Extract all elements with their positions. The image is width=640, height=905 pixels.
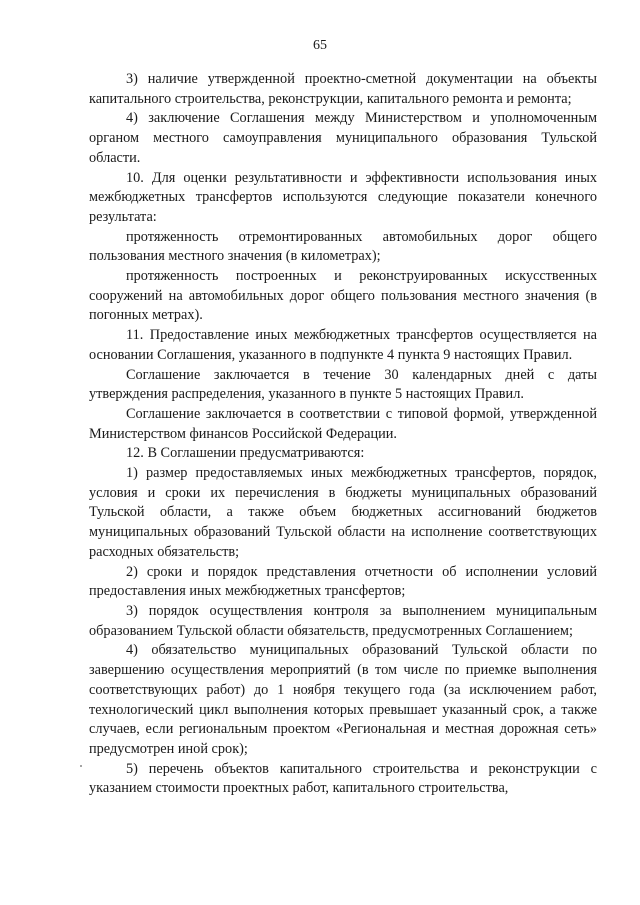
paragraph-indicator-structures: протяженность построенных и реконструированных искусственных сооружений на автомобильных дорог общего пользования местного значения (в погонных метрах). xyxy=(89,268,597,324)
document-body xyxy=(89,70,597,799)
paragraph-item-2-reporting: 2) сроки и порядок представления отчетности об исполнении условий предоставления иных межбюджетных трансфертов; xyxy=(89,563,597,600)
paragraph-section-12-heading: 12. В Соглашении предусматриваются: xyxy=(126,445,365,462)
paragraph-item-1-amount: 1) размер предоставляемых иных межбюджетных трансфертов, порядок, условия и сроки их перечисления в бюджеты муниципальных образований Тульской области, а также объем бюджетных ассигнований бюджетов муниципальных образований Тульской области на исполнение соответствующих расходных обязательств; xyxy=(89,465,597,560)
paragraph-agreement-term: Соглашение заключается в течение 30 календарных дней с даты утверждения распределения, указанного в пункте 5 настоящих Правил. xyxy=(89,366,597,403)
scan-dot xyxy=(80,765,82,767)
paragraph-section-10-indicators: 10. Для оценки результативности и эффективности использования иных межбюджетных трансфертов используются следующие показатели конечного результата: xyxy=(89,169,597,225)
paragraph-item-5-object-list: 5) перечень объектов капитального строительства и реконструкции с указанием стоимости проектных работ, капитального строительства, xyxy=(89,760,597,797)
paragraph-item-4-agreement-conclusion: 4) заключение Соглашения между Министерством и уполномоченным органом местного самоуправления муниципального образования Тульской области. xyxy=(89,110,597,166)
paragraph-item-3-control: 3) порядок осуществления контроля за выполнением муниципальным образованием Тульской области обязательств, предусмотренных Соглашением; xyxy=(89,602,597,639)
paragraph-item-3-project-documentation: 3) наличие утвержденной проектно-сметной документации на объекты капитального строительства, реконструкции, капитального ремонта и ремонта; xyxy=(89,71,597,107)
paragraph-indicator-repaired-roads: протяженность отремонтированных автомобильных дорог общего пользования местного значения (в километрах); xyxy=(89,228,597,265)
paragraph-item-4-obligation: 4) обязательство муниципальных образований Тульской области по завершению осуществления мероприятий (в том числе по приемке выполнения соответствующих работ) до 1 ноября текущего года (за исключением работ, технологический цикл выполнения которых превышает указанный срок, а также случаев, если региональным проектом «Региональная и местная дорожная сеть» предусмотрен иной срок); xyxy=(89,642,597,757)
page-number: 65 xyxy=(313,38,327,53)
paragraph-agreement-form: Соглашение заключается в соответствии с типовой формой, утвержденной Министерством финансов Российской Федерации. xyxy=(89,405,597,442)
paragraph-section-11-provision: 11. Предоставление иных межбюджетных трансфертов осуществляется на основании Соглашения, указанного в подпункте 4 пункта 9 настоящих Правил. xyxy=(89,327,597,363)
